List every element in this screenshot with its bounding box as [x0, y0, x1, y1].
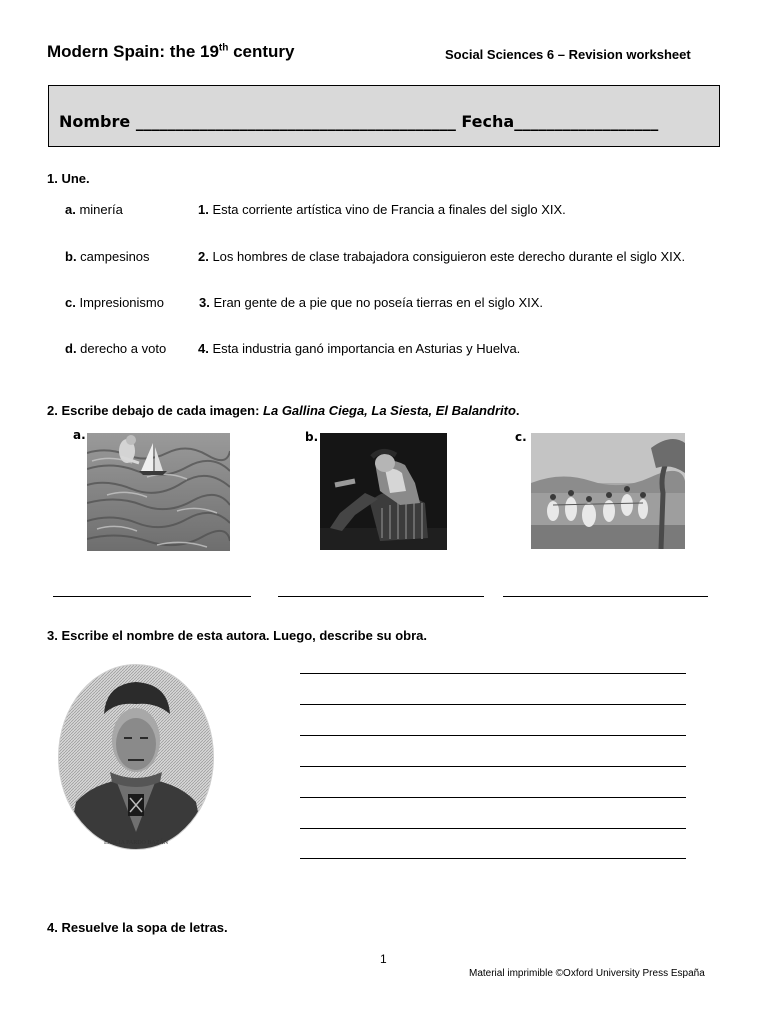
worksheet-title: Modern Spain: the 19th century	[47, 42, 295, 61]
match-right-4: 4. Esta industria ganó importancia en Asturias y Huelva.	[198, 341, 521, 356]
nombre-label: Nombre	[59, 112, 131, 131]
match-left-a: a. minería	[65, 202, 123, 217]
answer-blank-a[interactable]	[53, 596, 251, 597]
image-label-a: a.	[73, 428, 86, 442]
answer-blank-b[interactable]	[278, 596, 484, 597]
writing-line-5[interactable]	[300, 797, 686, 798]
match-left-b: b. campesinos	[65, 249, 150, 264]
question-3-heading: 3. Escribe el nombre de esta autora. Luego, describe su obra.	[47, 628, 428, 643]
match-right-2: 2. Los hombres de clase trabajadora consiguieron este derecho durante el siglo XIX.	[198, 249, 686, 264]
match-right-3: 3. Eran gente de a pie que no poseía tierras en el siglo XIX.	[199, 295, 544, 310]
writing-line-6[interactable]	[300, 828, 686, 829]
image-label-b: b.	[305, 430, 319, 444]
copyright-note: Material imprimible ©Oxford University Press España	[469, 968, 705, 979]
author-portrait-image	[56, 662, 216, 852]
painting-siesta-image	[320, 433, 447, 550]
worksheet-subtitle: Social Sciences 6 – Revision worksheet	[445, 47, 691, 62]
match-left-d: d. derecho a voto	[65, 341, 167, 356]
answer-blank-c[interactable]	[503, 596, 708, 597]
writing-line-2[interactable]	[300, 704, 686, 705]
portrait-caption: EMILIA PARDO BAZÁN	[103, 840, 169, 846]
painting-sailboat-image	[87, 433, 230, 551]
question-2-heading: 2. Escribe debajo de cada imagen: La Gallina Ciega, La Siesta, El Balandrito.	[47, 403, 520, 418]
writing-line-1[interactable]	[300, 673, 686, 674]
fecha-blank[interactable]: __________________	[514, 112, 659, 131]
writing-line-3[interactable]	[300, 735, 686, 736]
fecha-label: Fecha	[455, 112, 515, 131]
nombre-blank[interactable]: ________________________________________	[130, 112, 456, 131]
writing-line-7[interactable]	[300, 858, 686, 859]
image-label-c: c.	[515, 430, 527, 444]
question-1-heading: 1. Une.	[47, 171, 90, 186]
painting-gallina-ciega-image	[531, 433, 685, 549]
match-right-1: 1. Esta corriente artística vino de Francia a finales del siglo XIX.	[198, 202, 566, 217]
writing-line-4[interactable]	[300, 766, 686, 767]
name-date-box	[48, 85, 720, 147]
match-left-c: c. Impresionismo	[65, 295, 164, 310]
page-number: 1	[380, 952, 387, 966]
question-4-heading: 4. Resuelve la sopa de letras.	[47, 920, 228, 935]
